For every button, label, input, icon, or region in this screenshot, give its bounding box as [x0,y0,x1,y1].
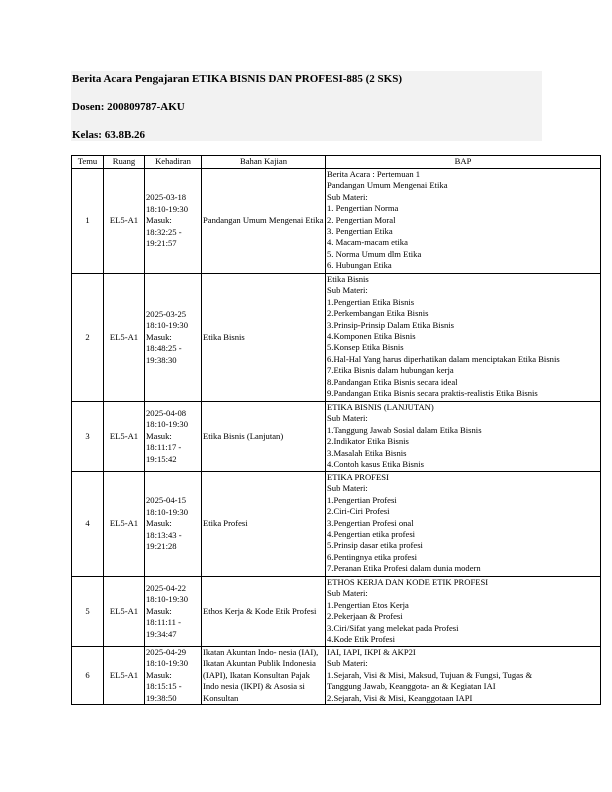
kehadiran-line: 2025-04-15 [146,495,187,506]
bahan-kajian-text: Pandangan Umum Mengenai Etika [203,215,324,226]
table-row [72,169,601,274]
cell-bap [326,169,601,274]
bap-line: IAI, IAPI, IKPI & AKP2I [327,647,416,657]
kehadiran-line: 19:34:47 [146,628,177,639]
cell-ruang: EL5-A1 [104,472,145,577]
column-header-temu: Temu [72,156,104,169]
cell-bap [326,577,601,647]
cell-bahan-kajian [202,402,326,472]
cell-ruang: EL5-A1 [104,402,145,472]
cell-bahan-kajian [202,274,326,402]
column-header-bahan-kajian: Bahan Kajian [202,156,326,169]
bap-line: 1.Sejarah, Visi & Misi, Maksud, Tujuan & Fungsi, Tugas & [327,669,533,680]
table-row [72,647,601,705]
cell-bahan-kajian [202,169,326,274]
bahan-kajian-text: Etika Bisnis (Lanjutan) [203,430,284,441]
bap-line: 5.Konsep Etika Bisnis [327,342,404,353]
bap-line: 3.Ciri/Sifat yang melekat pada Profesi [327,622,459,633]
kehadiran-line: 18:10-19:30 [146,594,189,605]
bap-line: ETIKA BISNIS (LANJUTAN) [327,402,434,412]
bap-line: Pandangan Umum Mengenai Etika [327,180,448,191]
bap-line: 4.Komponen Etika Bisnis [327,331,416,342]
kehadiran-line: 18:10-19:30 [146,658,189,669]
table-row [72,577,601,647]
bap-line: 3.Prinsip-Prinsip Dalam Etika Bisnis [327,319,454,330]
kehadiran-line: 19:15:42 [146,453,177,464]
bap-line: 4.Kode Etik Profesi [327,634,396,645]
bap-line: 2.Perkembangan Etika Bisnis [327,308,429,319]
bap-line: 1.Pengertian Etika Bisnis [327,296,415,307]
kehadiran-line: 19:38:50 [146,692,177,703]
bap-line: 2.Ciri-Ciri Profesi [327,506,390,517]
bap-line: 7.Etika Bisnis dalam hubungan kerja [327,365,454,376]
table-row [72,274,601,402]
bap-line: 2.Sejarah, Visi & Misi, Keanggotaan IAPI [327,692,473,703]
kehadiran-line: Masuk: [146,430,172,441]
cell-temu: 5 [72,577,104,647]
table-row [72,472,601,577]
bap-line: 2.Pekerjaan & Profesi [327,611,403,622]
kehadiran-line: Masuk: [146,669,172,680]
cell-ruang: EL5-A1 [104,274,145,402]
bap-line: 8.Pandangan Etika Bisnis secara ideal [327,376,458,387]
bap-line: 6.Hal-Hal Yang harus diperhatikan dalam menciptakan Etika Bisnis [327,353,560,364]
cell-kehadiran [145,647,202,705]
kehadiran-line: 19:38:30 [146,354,177,365]
teaching-record-table [71,155,601,705]
bap-line: 7.Peranan Etika Profesi dalam dunia modern [327,563,481,574]
cell-bahan-kajian [202,647,326,705]
document-title: Berita Acara Pengajaran ETIKA BISNIS DAN PROFESI-885 (2 SKS) [72,73,403,85]
kehadiran-line: 2025-04-29 [146,647,187,657]
cell-temu: 2 [72,274,104,402]
bahan-kajian-text: Etika Profesi [203,518,248,529]
bap-line: 2. Pengertian Moral [327,214,396,225]
bap-line: 1.Tanggung Jawab Sosial dalam Etika Bisnis [327,424,482,435]
class-id: Kelas: 63.8B.26 [72,129,146,141]
kehadiran-line: 2025-04-08 [146,407,187,418]
cell-bahan-kajian [202,472,326,577]
bap-line: ETIKA PROFESI [327,472,389,482]
kehadiran-line: Masuk: [146,605,172,616]
table-row [72,402,601,472]
bap-line: Sub Materi: [327,285,368,296]
cell-temu: 3 [72,402,104,472]
bap-line: 4. Macam-macam etika [327,237,408,248]
column-header-kehadiran: Kehadiran [145,156,202,169]
table-header-row [72,156,601,169]
cell-temu: 6 [72,647,104,705]
column-header-ruang: Ruang [104,156,145,169]
bahan-kajian-text: Ethos Kerja & Kode Etik Profesi [203,605,317,616]
kehadiran-line: Masuk: [146,518,172,529]
cell-bap [326,647,601,705]
bap-line: Berita Acara : Pertemuan 1 [327,169,421,179]
kehadiran-line: 18:15:15 - [146,681,182,692]
kehadiran-line: 18:11:17 - [146,442,182,453]
bap-line: 6. Hubungan Etika [327,260,392,271]
cell-bahan-kajian [202,577,326,647]
cell-kehadiran [145,169,202,274]
cell-ruang: EL5-A1 [104,577,145,647]
bap-line: 1. Pengertian Norma [327,203,399,214]
bap-line: 4.Contoh kasus Etika Bisnis [327,459,424,470]
kehadiran-line: 19:21:57 [146,238,177,249]
bap-line: 2.Indikator Etika Bisnis [327,436,409,447]
kehadiran-line: 18:10-19:30 [146,506,189,517]
kehadiran-line: Masuk: [146,331,172,342]
bap-line: Sub Materi: [327,191,368,202]
kehadiran-line: 19:21:28 [146,541,177,552]
bap-line: Sub Materi: [327,658,368,669]
bap-line: Sub Materi: [327,483,368,494]
kehadiran-line: Masuk: [146,215,172,226]
cell-bap [326,402,601,472]
bap-line: 3. Pengertian Etika [327,226,393,237]
cell-temu: 4 [72,472,104,577]
bap-line: 4.Pengertian etika profesi [327,529,416,540]
bap-line: Tanggung Jawab, Keanggota- an & Kegiatan IAI [327,681,496,692]
bap-line: 1.Pengertian Profesi [327,494,397,505]
cell-ruang: EL5-A1 [104,647,145,705]
kehadiran-line: 18:10-19:30 [146,203,189,214]
cell-kehadiran [145,472,202,577]
kehadiran-line: 18:13:43 - [146,529,182,540]
bap-line: 3.Pengertian Profesi onal [327,517,414,528]
bap-line: 6.Pentingnya etika profesi [327,551,417,562]
bap-line: 5. Norma Umum dlm Etika [327,248,422,259]
bap-line: ETHOS KERJA DAN KODE ETIK PROFESI [327,577,489,587]
cell-ruang: EL5-A1 [104,169,145,274]
kehadiran-line: 2025-03-25 [146,308,187,319]
cell-temu: 1 [72,169,104,274]
cell-kehadiran [145,577,202,647]
bahan-kajian-text: Ikatan Akuntan Indo- nesia (IAI), Ikatan Akuntan Publik Indonesia (IAPI), Ikatan Konsultan Pajak Indo nesia (IKPI) & Asosia si Konsultan [203,647,319,703]
kehadiran-line: 2025-03-18 [146,192,187,203]
bap-line: Sub Materi: [327,588,368,599]
bap-line: Sub Materi: [327,413,368,424]
kehadiran-line: 18:10-19:30 [146,320,189,331]
kehadiran-line: 18:10-19:30 [146,419,189,430]
bap-line: 1.Pengertian Etos Kerja [327,599,409,610]
lecturer-id: Dosen: 200809787-AKU [72,101,185,113]
cell-kehadiran [145,274,202,402]
kehadiran-line: 18:11:11 - [146,617,181,628]
bap-line: 3.Masalah Etika Bisnis [327,447,407,458]
kehadiran-line: 18:48:25 - [146,343,182,354]
bap-line: 5.Prinsip dasar etika profesi [327,540,423,551]
cell-kehadiran [145,402,202,472]
kehadiran-line: 2025-04-22 [146,582,187,593]
column-header-bap: BAP [326,156,601,169]
cell-bap [326,274,601,402]
bahan-kajian-text: Etika Bisnis [203,331,245,342]
bap-line: Etika Bisnis [327,274,369,284]
cell-bap [326,472,601,577]
kehadiran-line: 18:32:25 - [146,226,182,237]
bap-line: 9.Pandangan Etika Bisnis secara praktis-realistis Etika Bisnis [327,388,538,399]
